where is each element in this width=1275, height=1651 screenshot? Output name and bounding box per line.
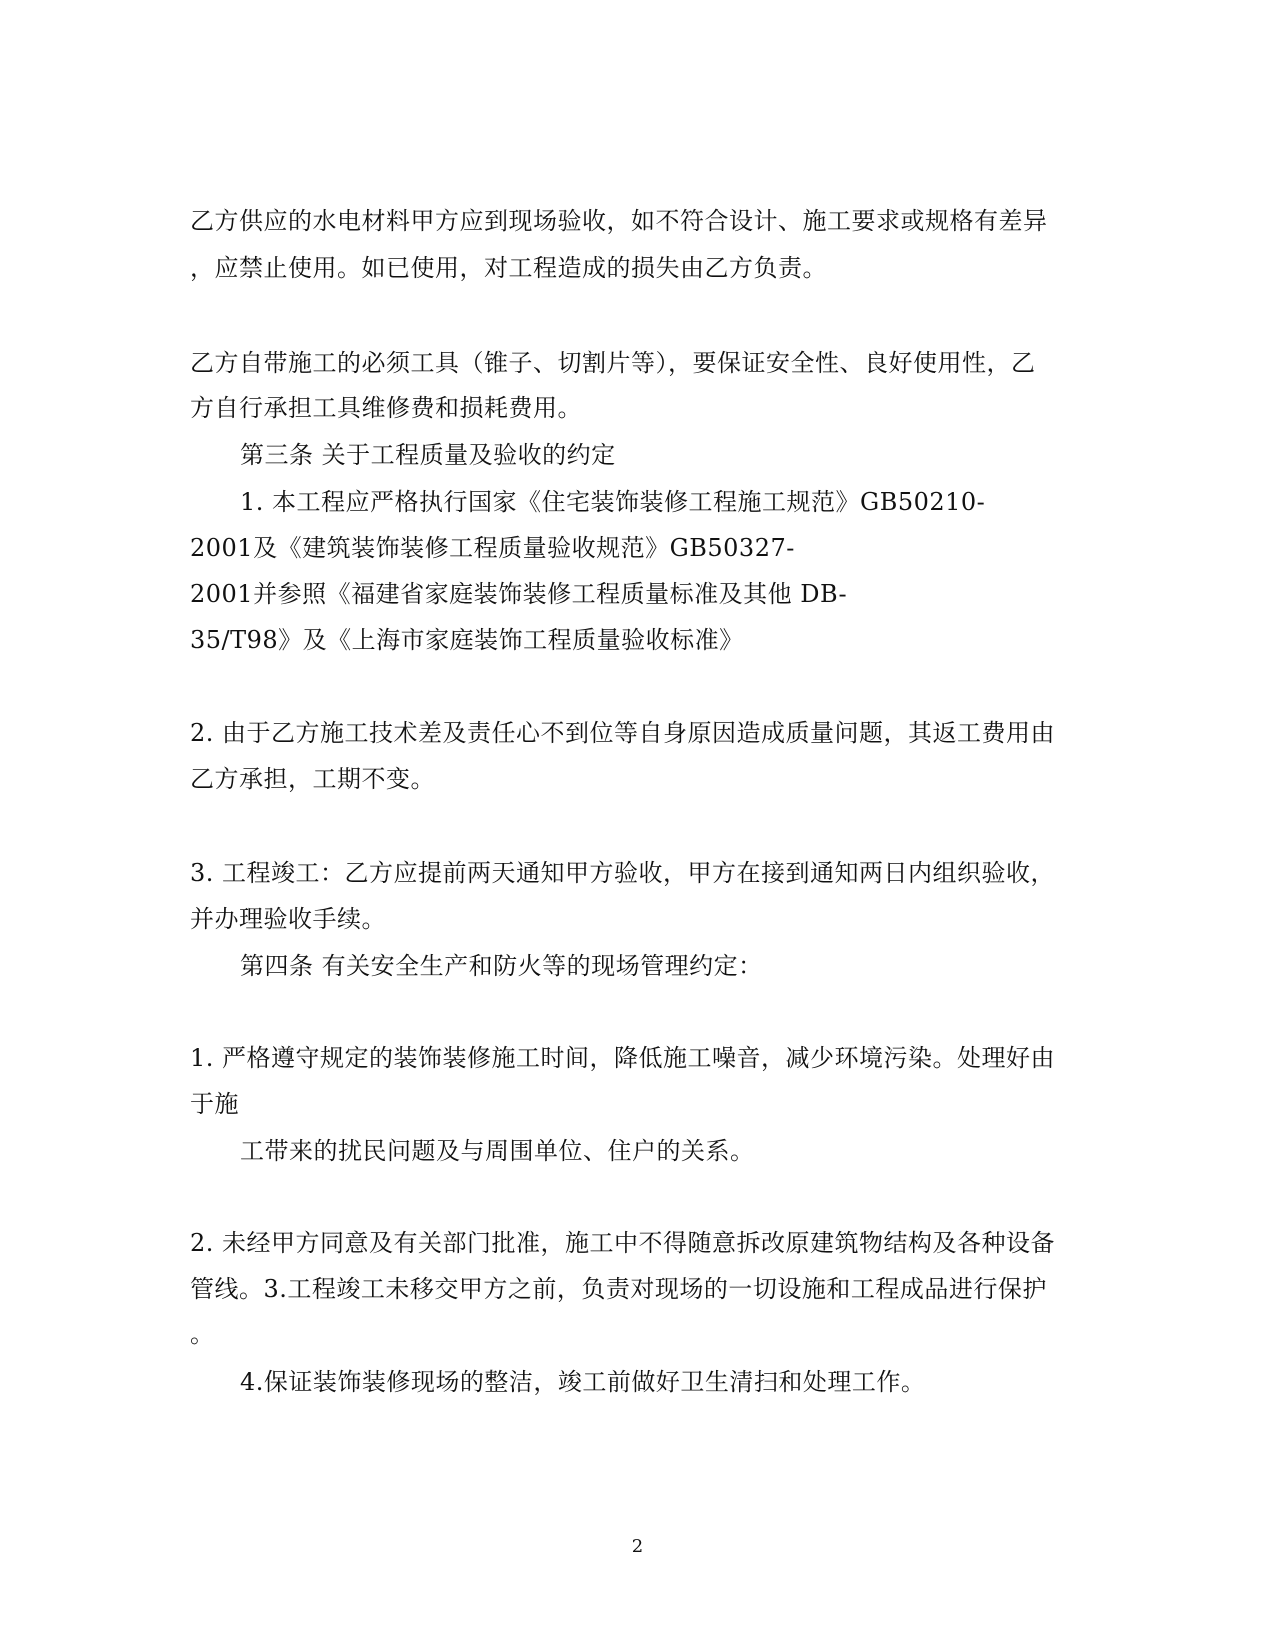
section-heading: 第三条 关于工程质量及验收的约定	[240, 441, 616, 469]
paragraph-line: 35/T98》及《上海市家庭装饰工程质量验收标准》	[190, 626, 744, 654]
paragraph-line: 2. 未经甲方同意及有关部门批准，施工中不得随意拆改原建筑物结构及各种设备	[190, 1229, 1056, 1257]
paragraph-line: 工带来的扰民问题及与周围单位、住户的关系。	[240, 1137, 755, 1165]
paragraph-line: 于施	[190, 1090, 239, 1118]
paragraph-line: 管线。3.工程竣工未移交甲方之前，负责对现场的一切设施和工程成品进行保护	[190, 1275, 1047, 1303]
paragraph-line: 。	[190, 1320, 215, 1348]
section-heading: 第四条 有关安全生产和防火等的现场管理约定：	[240, 952, 763, 980]
paragraph-line: 乙方承担，工期不变。	[190, 765, 435, 793]
paragraph-line: 2. 由于乙方施工技术差及责任心不到位等自身原因造成质量问题，其返工费用由	[190, 719, 1056, 747]
paragraph-line: 1. 本工程应严格执行国家《住宅装饰装修工程施工规范》GB50210-	[240, 488, 986, 516]
paragraph-line: 乙方自带施工的必须工具（锥子、切割片等），要保证安全性、良好使用性，乙	[190, 349, 1036, 377]
paragraph-line: ，应禁止使用。如已使用，对工程造成的损失由乙方负责。	[190, 254, 827, 282]
paragraph-line: 并办理验收手续。	[190, 905, 386, 933]
paragraph-line: 乙方供应的水电材料甲方应到现场验收，如不符合设计、施工要求或规格有差异	[190, 207, 1048, 235]
page-number: 2	[631, 1536, 644, 1557]
paragraph-line: 方自行承担工具维修费和损耗费用。	[190, 394, 582, 422]
paragraph-line: 1. 严格遵守规定的装饰装修施工时间，降低施工噪音，减少环境污染。处理好由	[190, 1044, 1056, 1072]
paragraph-line: 4.保证装饰装修现场的整洁，竣工前做好卫生清扫和处理工作。	[240, 1368, 926, 1396]
paragraph-line: 2001并参照《福建省家庭装饰装修工程质量标准及其他 DB-	[190, 580, 848, 608]
paragraph-line: 3. 工程竣工：乙方应提前两天通知甲方验收，甲方在接到通知两日内组织验收，	[190, 859, 1056, 887]
paragraph-line: 2001及《建筑装饰装修工程质量验收规范》GB50327-	[190, 534, 795, 562]
